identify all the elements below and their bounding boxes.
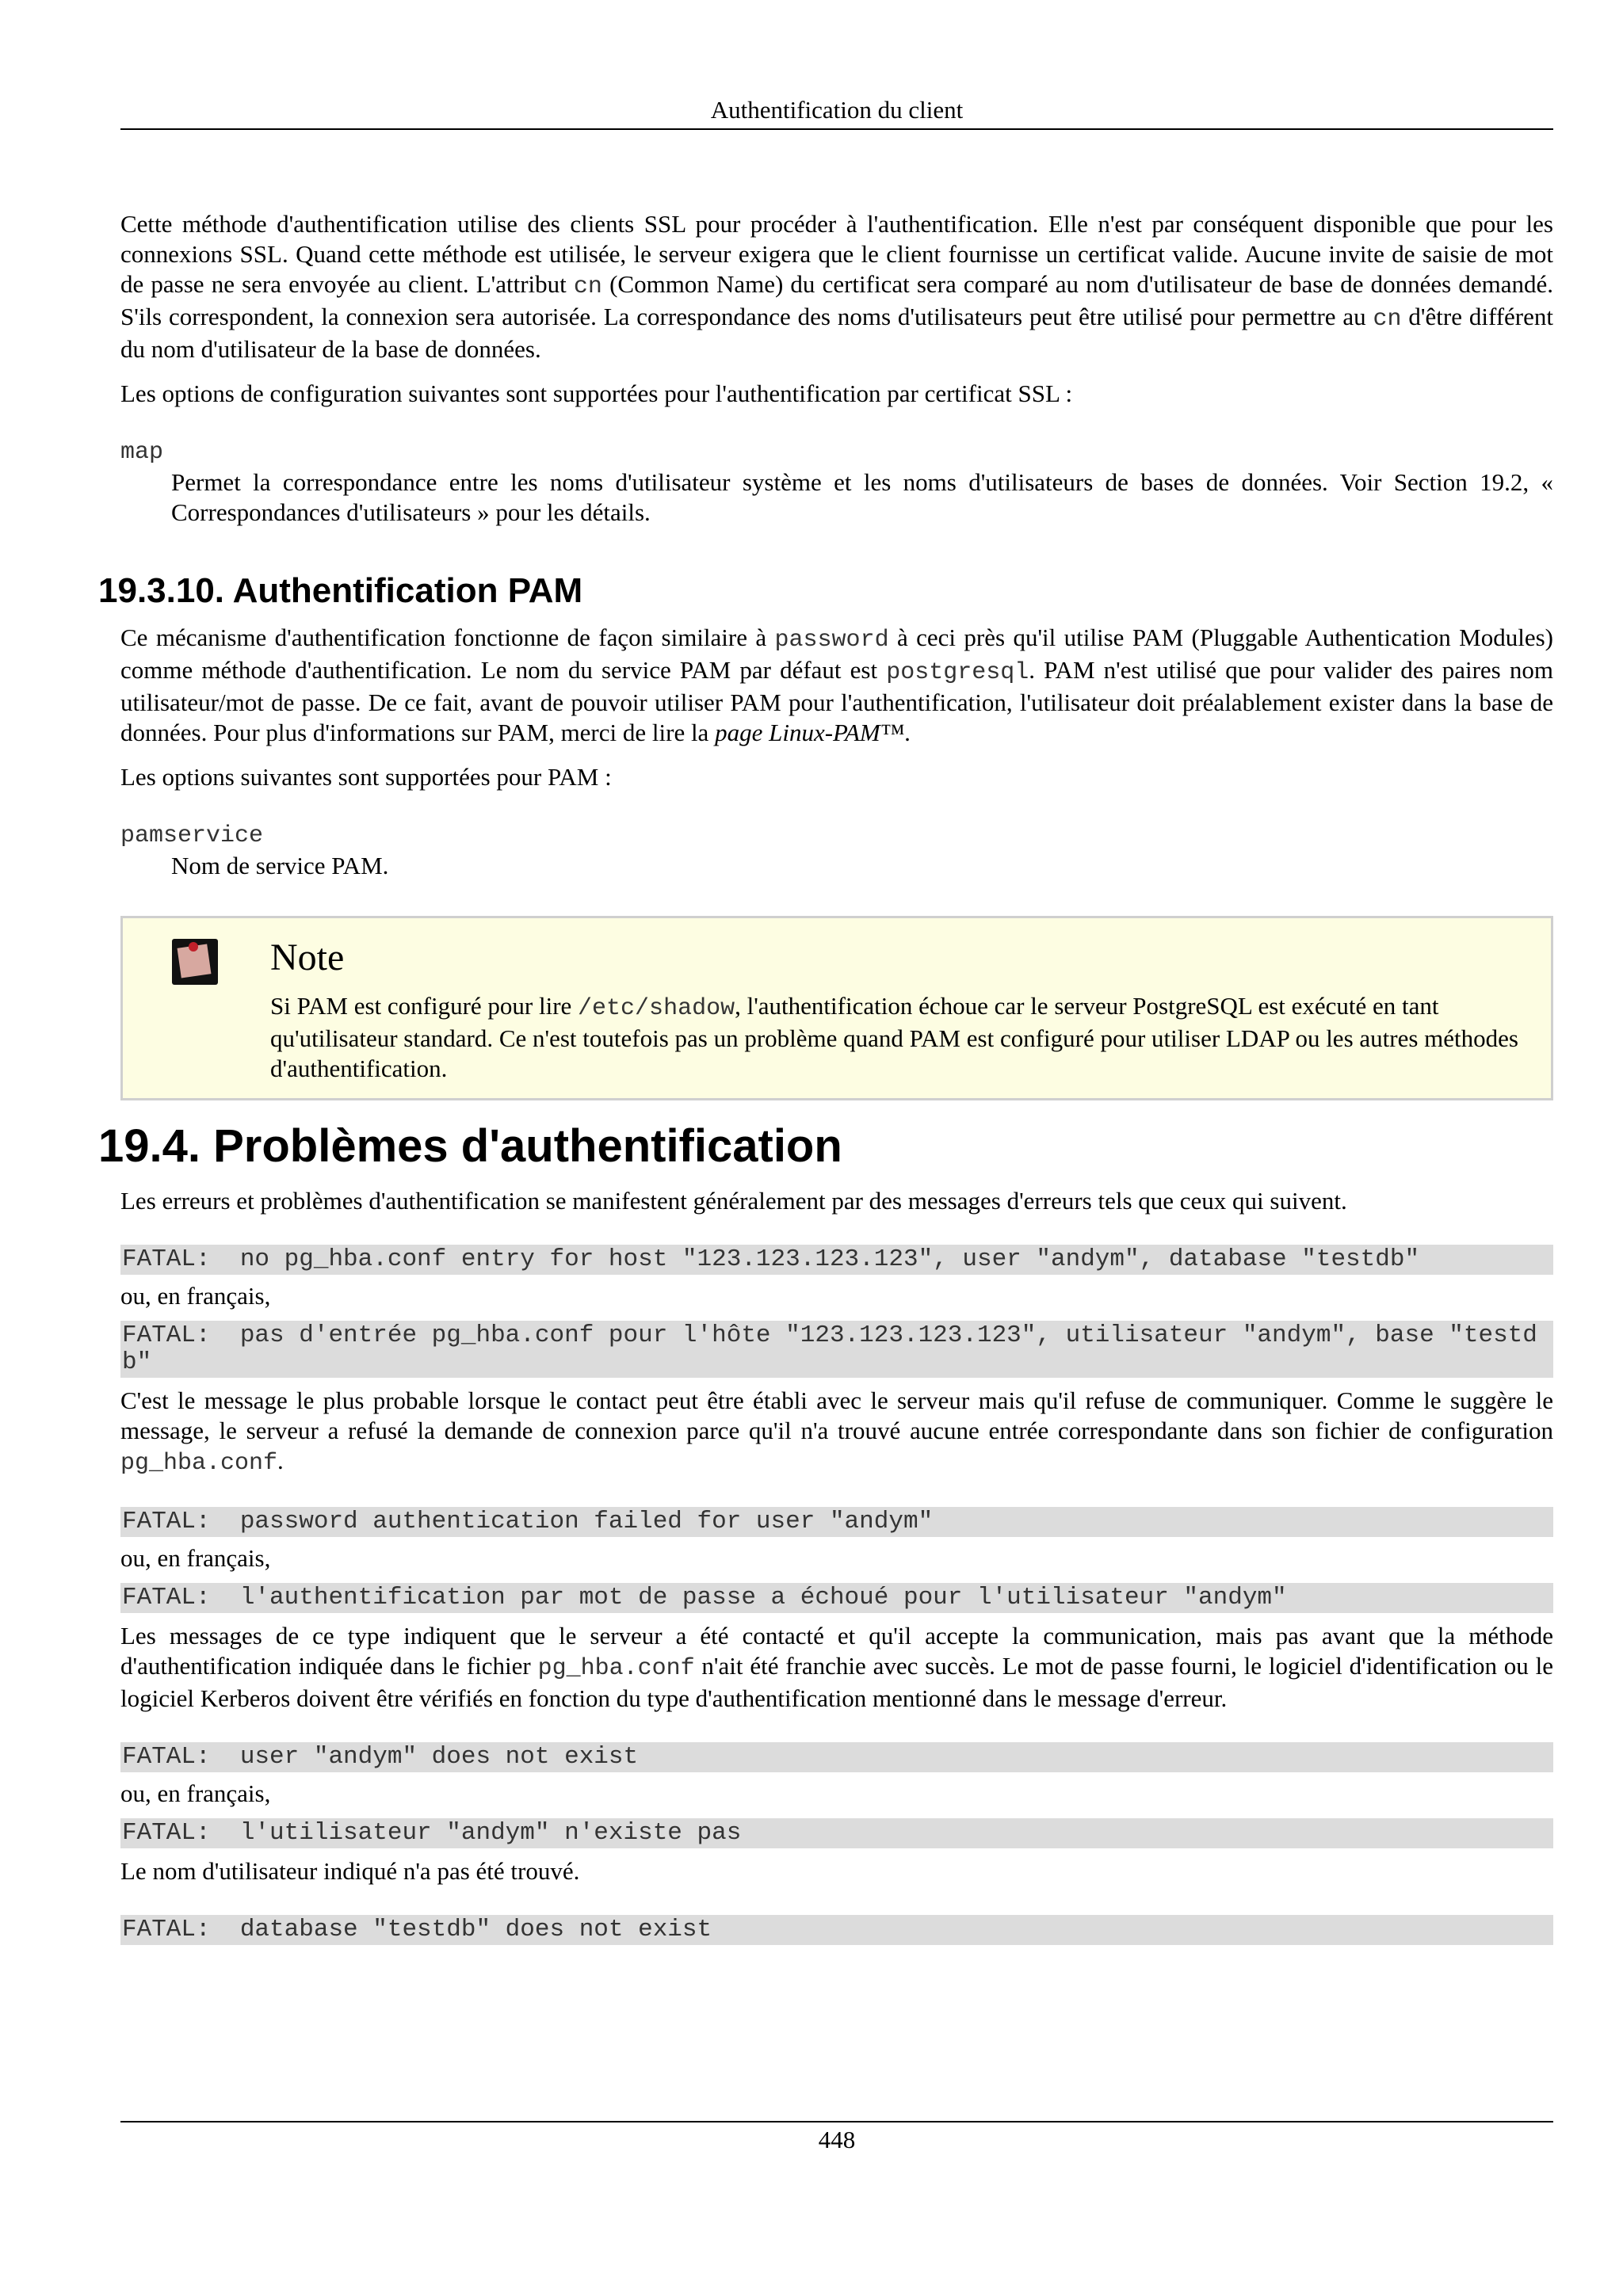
text-span: d'être différent du nom d'utilisateur de la base de données. — [120, 303, 1553, 363]
text-span: . — [277, 1447, 284, 1474]
text-span: Si PAM est configuré pour lire — [270, 992, 579, 1020]
footer-rule — [120, 2121, 1553, 2122]
text-span: Ce mécanisme d'authentification fonctionne de façon similaire à — [120, 624, 775, 651]
inline-code: cn — [1373, 306, 1402, 333]
header-rule — [120, 128, 1553, 130]
note-box — [120, 916, 1553, 1100]
french-label: ou, en français, — [120, 1779, 271, 1807]
linux-pam-link[interactable]: page Linux-PAM™ — [715, 719, 905, 746]
text-span: . PAM n'est utilisé que pour valider des paires nom utilisateur/mot de passe. De ce fait, avant de pouvoir utiliser PAM pour l'authentification, l'utilisateur doit préalablement exister dans la base de données. Pour plus d'informations sur PAM, merci de lire la — [120, 656, 1553, 746]
pam-paragraph-1 — [120, 623, 1553, 748]
option-desc-map: Permet la correspondance entre les noms d'utilisateur système et les noms d'utilisateurs de bases de données. Voir Section 19.2, « Correspondances d'utilisateurs » pour les détails. — [171, 468, 1553, 526]
note-icon — [172, 939, 218, 985]
problems-intro: Les erreurs et problèmes d'authentification se manifestent généralement par des messages d'erreurs tels que ceux qui suivent. — [120, 1187, 1347, 1215]
text-span: Cette méthode d'authentification utilise des clients SSL pour procéder à l'authentification. Elle n'est par conséquent disponible que pour les connexions SSL. Quand cette méthode est utilisée, le serveur exigera que le client fournisse un certificat valide. Aucune invite de saisie de mot de passe ne sera envoyée au client. L'attribut — [120, 210, 1553, 298]
section-heading-pam: 19.3.10. Authentification PAM — [98, 571, 583, 610]
running-header: Authentification du client — [710, 96, 964, 124]
code-block-no-entry: FATAL: no pg_hba.conf entry for host "123.123.123.123", user "andym", database "testdb" — [120, 1245, 1553, 1275]
french-label: ou, en français, — [120, 1544, 271, 1572]
option-term-map: map — [120, 439, 164, 466]
code-block-no-entry-fr: FATAL: pas d'entrée pg_hba.conf pour l'hôte "123.123.123.123", utilisateur "andym", base "testdb" — [120, 1321, 1553, 1378]
text-span: (Common Name) du certificat sera comparé au nom d'utilisateur de base de données demandé. S'ils correspondent, la connexion sera autorisée. La correspondance des noms d'utilisateurs peut être utilisé pour permettre au — [120, 270, 1553, 330]
inline-code: cn — [573, 273, 602, 300]
french-label: ou, en français, — [120, 1282, 271, 1310]
inline-code: /etc/shadow — [578, 995, 735, 1022]
section-heading-problems: 19.4. Problèmes d'authentification — [98, 1120, 842, 1172]
code-block-password-failed: FATAL: password authentication failed for user "andym" — [120, 1507, 1553, 1537]
cert-paragraph-1 — [120, 209, 1553, 364]
code-block-password-failed-fr: FATAL: l'authentification par mot de passe a échoué pour l'utilisateur "andym" — [120, 1583, 1553, 1613]
explain-user-missing: Le nom d'utilisateur indiqué n'a pas été trouvé. — [120, 1857, 580, 1885]
page-number: 448 — [818, 2126, 856, 2153]
inline-code: postgresql — [886, 659, 1029, 686]
text-span: C'est le message le plus probable lorsque le contact peut être établi avec le serveur mais qu'il refuse de communiquer. Comme le suggère le message, le serveur a refusé la demande de connexion parce qu'il n'a trouvé aucune entrée correspondante dans son fichier de configuration — [120, 1386, 1553, 1444]
inline-code: pg_hba.conf — [537, 1655, 695, 1682]
note-title: Note — [270, 936, 345, 978]
explain-no-entry — [120, 1386, 1553, 1478]
code-block-user-missing: FATAL: user "andym" does not exist — [120, 1742, 1553, 1772]
code-block-db-missing: FATAL: database "testdb" does not exist — [120, 1915, 1553, 1945]
page-content — [98, 209, 1553, 1945]
cert-paragraph-2: Les options de configuration suivantes sont supportées pour l'authentification par certificat SSL : — [120, 379, 1073, 407]
option-desc-pamservice: Nom de service PAM. — [171, 852, 389, 879]
text-span: à ceci près qu'il utilise PAM (Pluggable Authentication Modules) comme méthode d'authentification. Le nom du service PAM par défaut est — [120, 624, 1553, 684]
text-span: , l'authentification échoue car le serveur PostgreSQL est exécuté en tant qu'utilisateur standard. Ce n'est toutefois pas un problème quand PAM est configuré pour utiliser LDAP ou les autres méthodes d'authentification. — [270, 992, 1518, 1082]
note-text — [270, 991, 1535, 1084]
inline-code: password — [774, 627, 889, 654]
explain-password-failed — [120, 1621, 1553, 1714]
pam-paragraph-2: Les options suivantes sont supportées pour PAM : — [120, 763, 612, 791]
text-span: Les messages de ce type indiquent que le serveur a été contacté et qu'il accepte la communication, mais pas avant que la méthode d'authentification indiquée dans le fichier — [120, 1622, 1553, 1680]
text-span: n'ait été franchie avec succès. Le mot de passe fourni, le logiciel d'identification ou le logiciel Kerberos doivent être vérifiés en fonction du type d'authentification mentionné dans le message d'erreur. — [120, 1652, 1553, 1712]
inline-code: pg_hba.conf — [120, 1450, 278, 1477]
code-block-user-missing-fr: FATAL: l'utilisateur "andym" n'existe pas — [120, 1818, 1553, 1848]
text-span: . — [904, 719, 911, 746]
option-term-pamservice: pamservice — [120, 822, 264, 849]
